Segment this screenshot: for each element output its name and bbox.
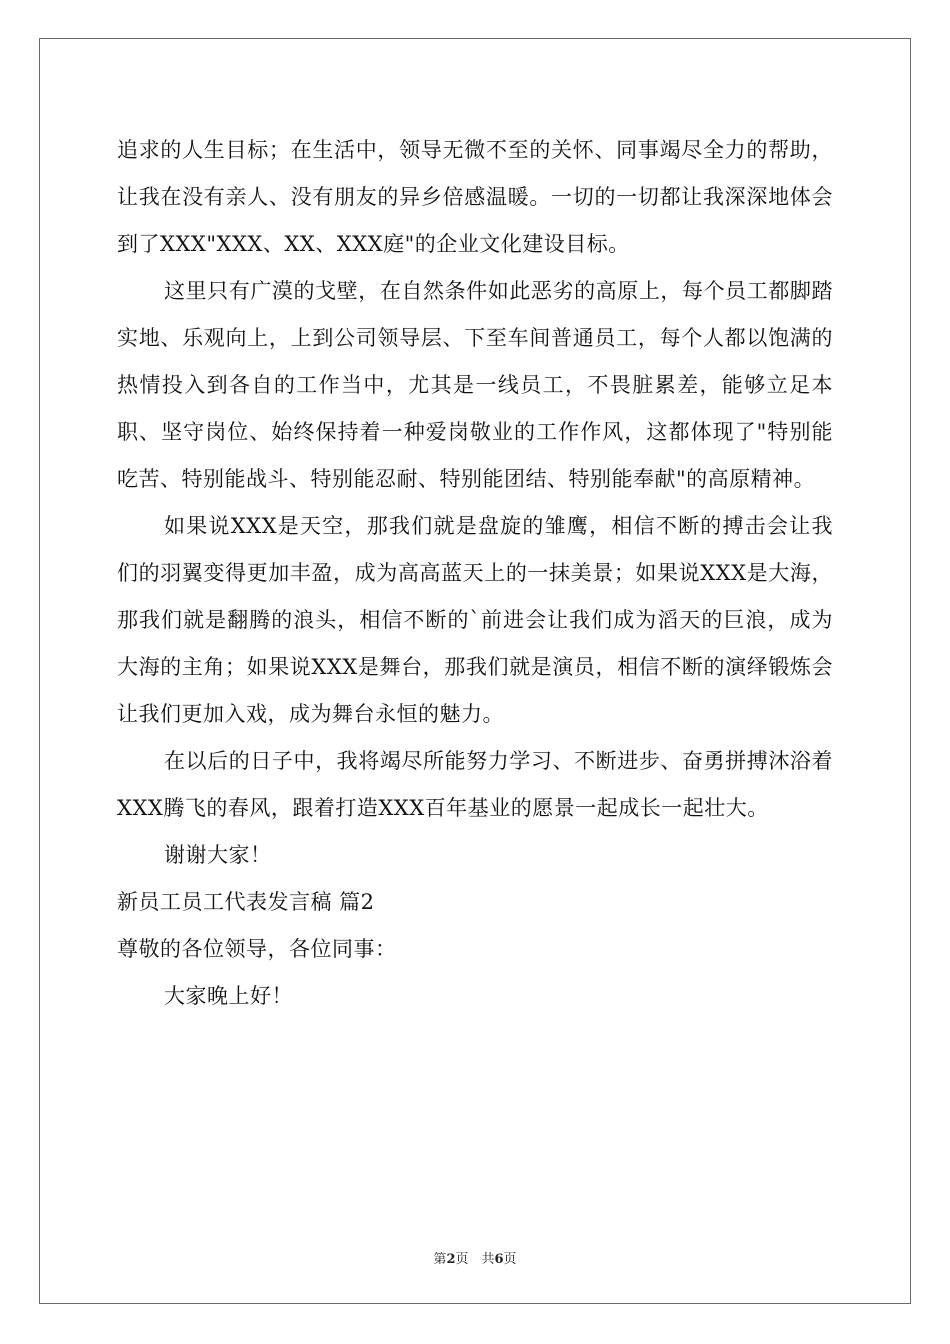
paragraph-metaphors: 如果说XXX是天空，那我们就是盘旋的雏鹰，相信不断的搏击会让我们的羽翼变得更加丰盈，成为高高蓝天上的一抹美景；如果说XXX是大海，那我们就是翻腾的浪头，相信不断的`前进会让我们成为滔天的巨浪，成为大海的主角；如果说XXX是舞台，那我们就是演员，相信不断的演绎锻炼会让我们更加入戏，成为舞台永恒的魅力。 (117, 514, 833, 726)
footer-current-page: 2 (446, 1252, 456, 1267)
paragraph-continuation: 追求的人生目标；在生活中，领导无微不至的关怀、同事竭尽全力的帮助，让我在没有亲人、没有朋友的异乡倍感温暖。一切的一切都让我深深地体会到了XXX"XXX、XX、XXX庭"的企业文化建设目标。 (117, 138, 833, 256)
footer-mid: 页 共 (455, 1252, 495, 1267)
paragraph-thanks: 谢谢大家！ (164, 843, 272, 867)
footer-total-pages: 6 (494, 1252, 504, 1267)
paragraph-future: 在以后的日子中，我将竭尽所能努力学习、不断进步、奋勇拼搏沐浴着XXX腾飞的春风，跟着打造XXX百年基业的愿景一起成长一起壮大。 (117, 749, 833, 820)
footer-prefix: 第 (433, 1252, 447, 1267)
paragraph-plateau-spirit: 这里只有广漠的戈壁，在自然条件如此恶劣的高原上，每个员工都脚踏实地、乐观向上，上到公司领导层、下至车间普通员工，每个人都以饱满的热情投入到各自的工作当中，尤其是一线员工，不畏脏累差，能够立足本职、坚守岗位、始终保持着一种爱岗敬业的工作作风，这都体现了"特别能吃苦、特别能战斗、特别能忍耐、特别能团结、特别能奉献"的高原精神。 (117, 279, 833, 491)
page-footer (0, 1248, 950, 1267)
greeting: 大家晚上好！ (164, 984, 293, 1008)
document-body (117, 127, 833, 1020)
footer-suffix: 页 (503, 1252, 517, 1267)
section-heading: 新员工员工代表发言稿 篇2 (117, 890, 375, 914)
salutation: 尊敬的各位领导，各位同事： (117, 937, 397, 961)
